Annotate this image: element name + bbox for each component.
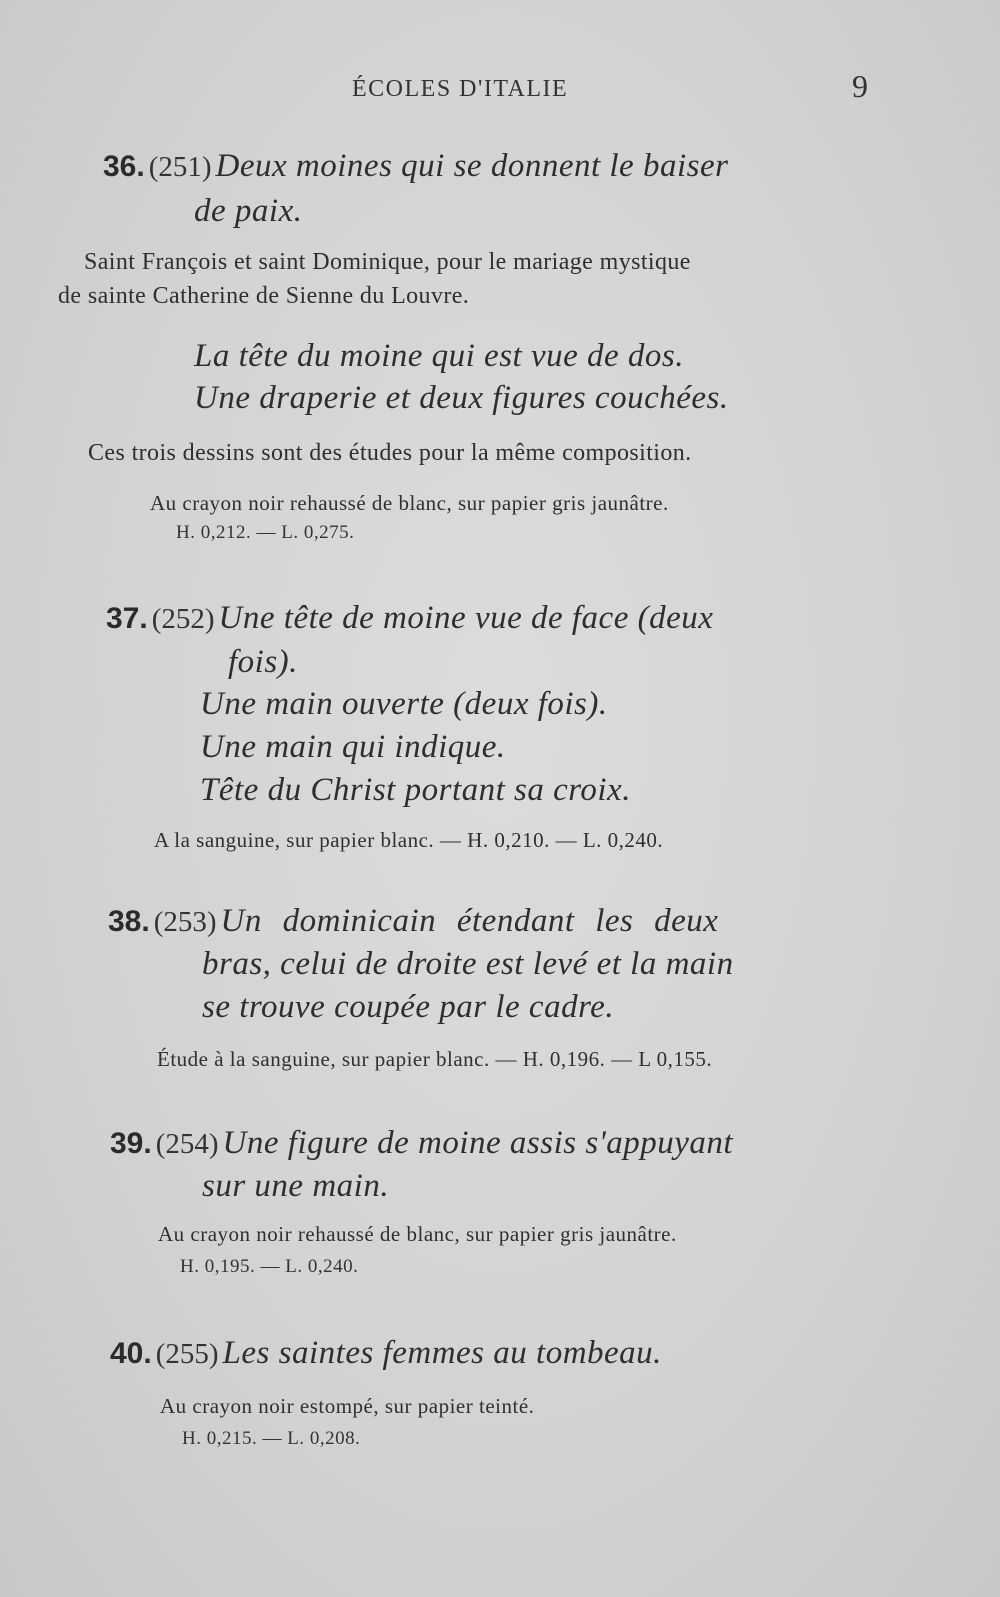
drawing-title: Les saintes femmes au tombeau. xyxy=(222,1335,662,1371)
running-title: ÉCOLES D'ITALIE xyxy=(352,76,569,102)
dimensions: H. 0,195. — L. 0,240. xyxy=(180,1256,359,1277)
drawing-title-continuation: se trouve coupée par le cadre. xyxy=(202,989,615,1025)
drawing-title: Un dominicain étendant les deux xyxy=(220,903,719,939)
drawing-title: Une draperie et deux figures couchées. xyxy=(194,380,729,416)
technique: Au crayon noir rehaussé de blanc, sur papier gris jaunâtre. xyxy=(150,491,669,515)
drawing-title-continuation: fois). xyxy=(228,644,298,680)
entry-title-line xyxy=(103,148,728,185)
inventory-number: (253) xyxy=(153,906,217,938)
technique: Étude à la sanguine, sur papier blanc. — H. 0,196. — L 0,155. xyxy=(157,1047,713,1071)
drawing-title: Deux moines qui se donnent le baiser xyxy=(215,148,729,184)
entry-title-line xyxy=(106,600,713,637)
entry-number: 36. xyxy=(103,150,145,183)
drawing-title: Tête du Christ portant sa croix. xyxy=(200,772,631,808)
entry-number: 37. xyxy=(106,602,148,635)
page-header xyxy=(0,68,1000,108)
drawing-title: Une tête de moine vue de face (deux xyxy=(218,600,714,636)
inventory-number: (251) xyxy=(148,151,212,183)
drawing-title: Une main qui indique. xyxy=(200,729,506,765)
entry-number: 39. xyxy=(110,1127,152,1160)
inventory-number: (255) xyxy=(155,1338,219,1370)
drawing-title-continuation: sur une main. xyxy=(202,1168,390,1204)
entry-title-line xyxy=(110,1335,662,1372)
entry-note: de sainte Catherine de Sienne du Louvre. xyxy=(58,283,470,309)
inventory-number: (254) xyxy=(155,1128,219,1160)
dimensions: H. 0,215. — L. 0,208. xyxy=(182,1428,361,1449)
drawing-title: Une figure de moine assis s'appuyant xyxy=(222,1125,734,1161)
entry-remark: Ces trois dessins sont des études pour la même composition. xyxy=(88,440,692,466)
drawing-title: La tête du moine qui est vue de dos. xyxy=(194,338,684,374)
entry-number: 40. xyxy=(110,1337,152,1370)
entry-title-line xyxy=(108,903,718,940)
drawing-title-continuation: bras, celui de droite est levé et la main xyxy=(202,946,734,982)
entry-number: 38. xyxy=(108,905,150,938)
inventory-number: (252) xyxy=(151,603,215,635)
entry-title-line xyxy=(110,1125,733,1162)
drawing-title: Une main ouverte (deux fois). xyxy=(200,686,608,722)
drawing-title-continuation: de paix. xyxy=(194,193,303,229)
technique: A la sanguine, sur papier blanc. — H. 0,210. — L. 0,240. xyxy=(154,828,664,852)
page-number: 9 xyxy=(852,68,868,104)
dimensions: H. 0,212. — L. 0,275. xyxy=(176,522,355,543)
technique: Au crayon noir rehaussé de blanc, sur papier gris jaunâtre. xyxy=(158,1222,677,1246)
entry-note: Saint François et saint Dominique, pour le mariage mystique xyxy=(84,249,691,275)
technique: Au crayon noir estompé, sur papier teinté. xyxy=(160,1394,535,1418)
